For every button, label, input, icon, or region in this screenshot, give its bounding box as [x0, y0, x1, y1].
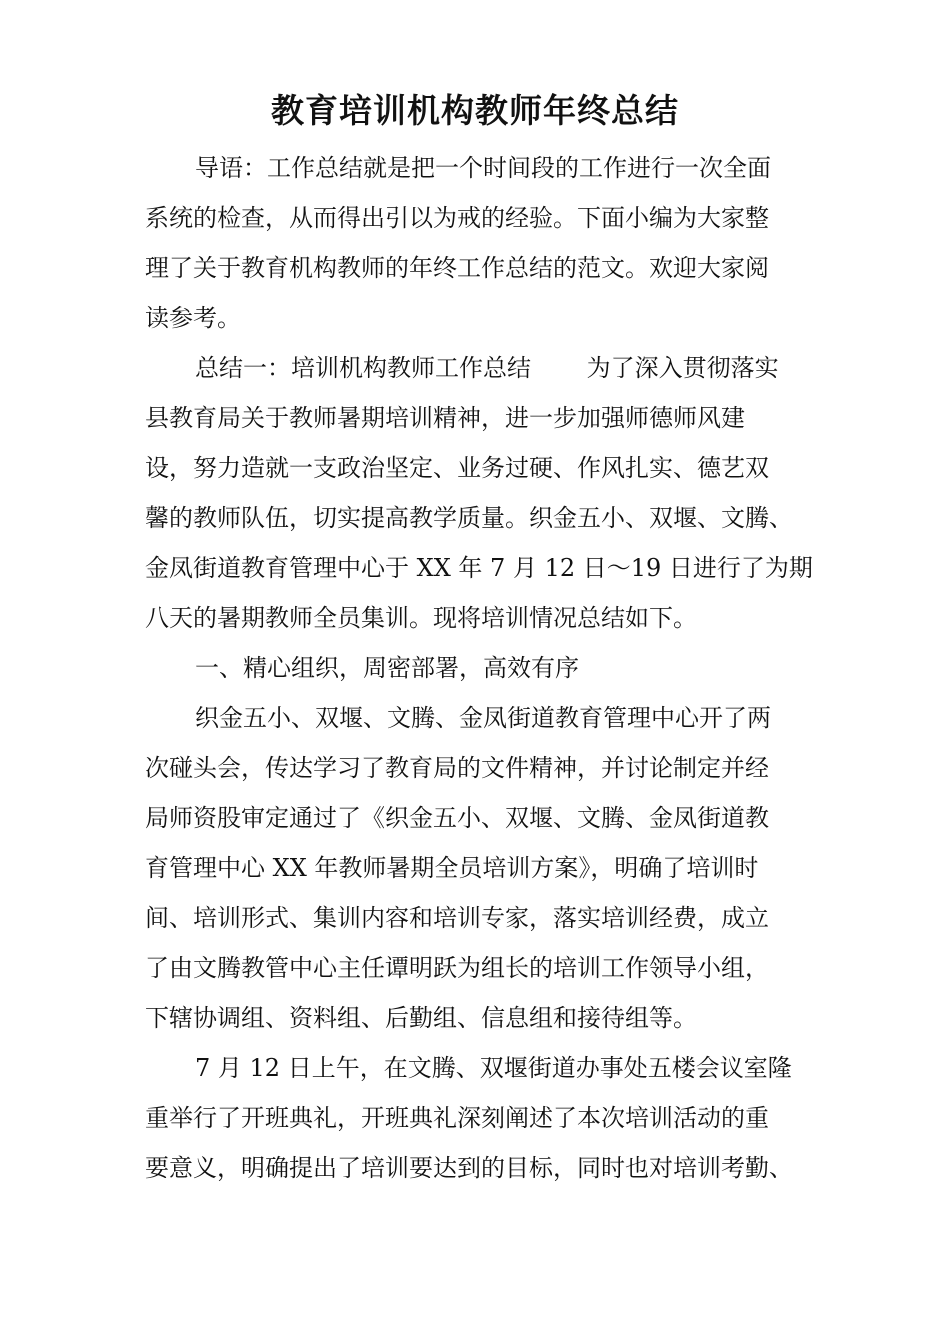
text-line: 理了关于教育机构教师的年终工作总结的范文。欢迎大家阅	[145, 254, 769, 282]
text-line: 次碰头会，传达学习了教育局的文件精神，并讨论制定并经	[145, 754, 769, 782]
text-line: 县教育局关于教师暑期培训精神，进一步加强师德师风建	[145, 404, 745, 432]
text-line: 下辖协调组、资料组、后勤组、信息组和接待组等。	[145, 1004, 697, 1032]
text-line: 织金五小、双堰、文腾、金凤街道教育管理中心开了两	[195, 704, 771, 732]
section-heading: 一、精心组织，周密部署，高效有序	[195, 654, 579, 682]
text-line: 要意义，明确提出了培训要达到的目标，同时也对培训考勤、	[145, 1154, 793, 1182]
text-line: 读参考。	[145, 304, 241, 332]
text-line: 总结一：培训机构教师工作总结 为了深入贯彻落实	[195, 354, 779, 382]
text-line: 设，努力造就一支政治坚定、业务过硬、作风扎实、德艺双	[145, 454, 769, 482]
text-line: 了由文腾教管中心主任谭明跃为组长的培训工作领导小组，	[145, 954, 769, 982]
text-line: 重举行了开班典礼，开班典礼深刻阐述了本次培训活动的重	[145, 1104, 769, 1132]
document-title: 教育培训机构教师年终总结	[271, 91, 679, 130]
text-line: 系统的检查，从而得出引以为戒的经验。下面小编为大家整	[145, 204, 769, 232]
text-line: 八天的暑期教师全员集训。现将培训情况总结如下。	[145, 604, 697, 632]
text-line: 金凤街道教育管理中心于 XX 年 7 月 12 日～19 日进行了为期	[145, 554, 813, 582]
text-line: 7 月 12 日上午，在文腾、双堰街道办事处五楼会议室隆	[195, 1054, 792, 1082]
text-line: 育管理中心 XX 年教师暑期全员培训方案》，明确了培训时	[145, 854, 759, 882]
text-line: 导语：工作总结就是把一个时间段的工作进行一次全面	[195, 154, 771, 182]
text-line: 局师资股审定通过了《织金五小、双堰、文腾、金凤街道教	[145, 804, 769, 832]
text-line: 馨的教师队伍，切实提高教学质量。织金五小、双堰、文腾、	[145, 504, 793, 532]
text-line: 间、培训形式、集训内容和培训专家，落实培训经费，成立	[145, 904, 769, 932]
